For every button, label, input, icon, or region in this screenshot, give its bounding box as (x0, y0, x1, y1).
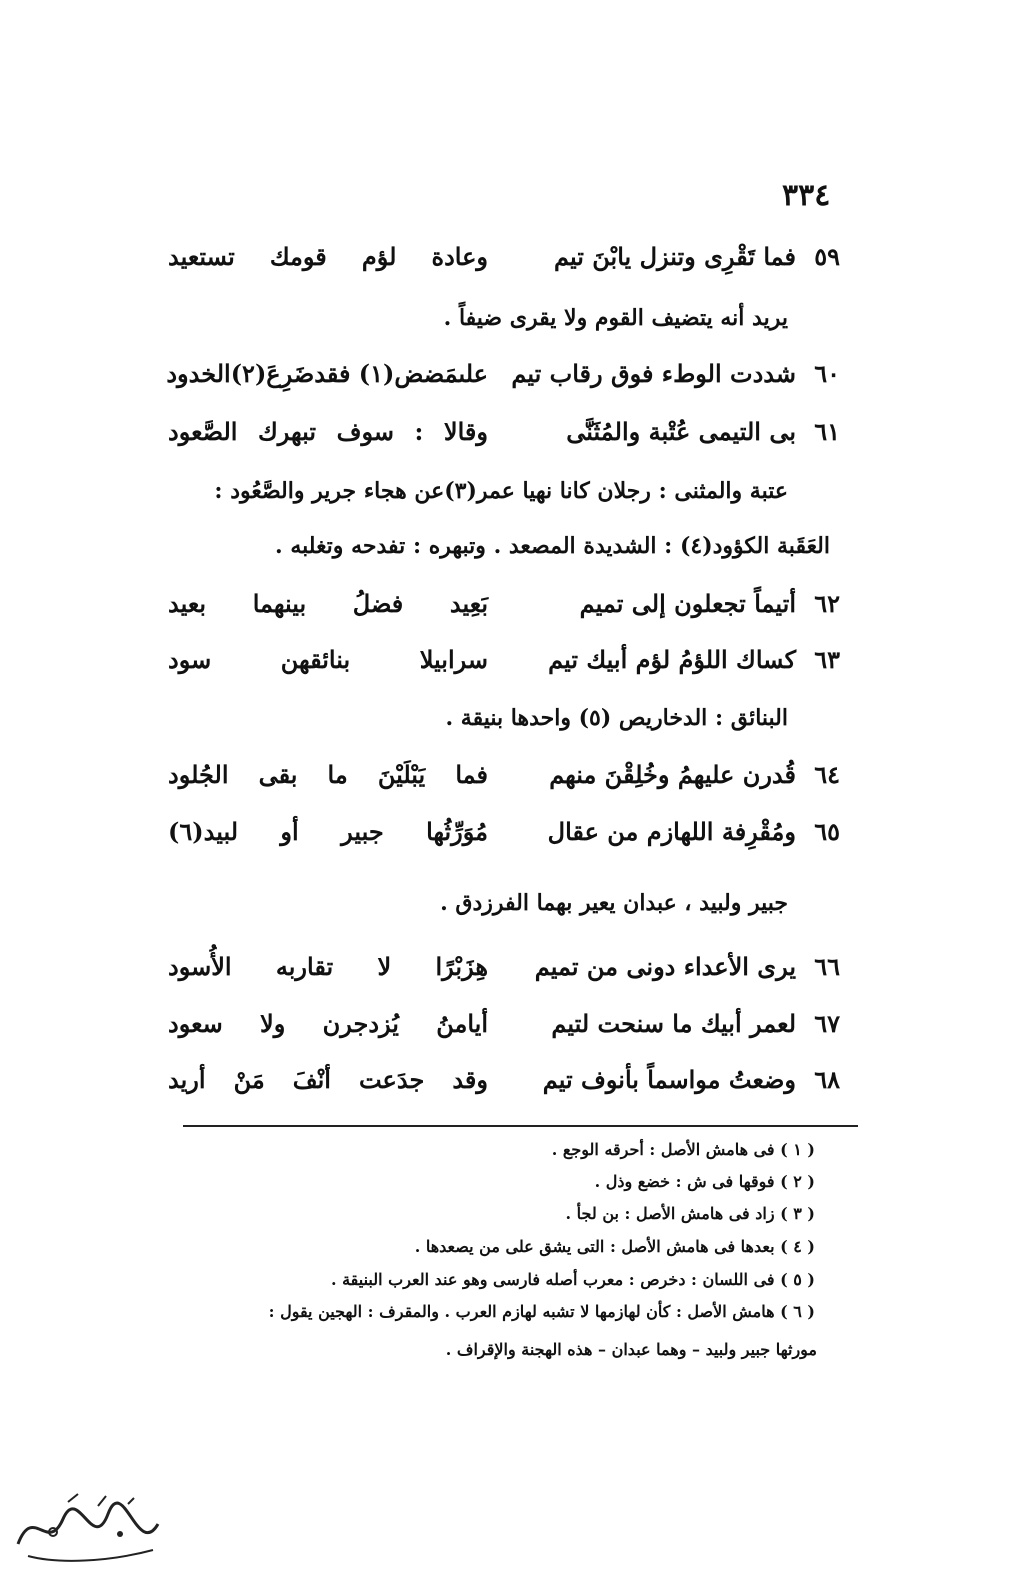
page-number: ٣٣٤ (782, 178, 831, 213)
verse-second-hemistich: أيامنُ يُزدجرن ولا سعود (168, 1009, 488, 1038)
verse-number: ٦٠ (814, 359, 840, 388)
footnote: ( ٢ ) فوقها فى ش : خضع وذل . (594, 1172, 815, 1191)
verse-second-hemistich: سرابيلا بنائقهن سود (168, 645, 488, 674)
verse-number: ٦٨ (814, 1065, 840, 1094)
footnote: ( ٦ ) هامش الأصل : كأن لهازمها لا تشبه لهازم العرب . والمقرف : الهجين يقول : (268, 1302, 815, 1321)
commentary-text: عتبة والمثنى : رجلان كانا نهيا عمر(٣)عن هجاء جرير والصَّعُود : (214, 478, 788, 504)
verse-number: ٦٧ (814, 1009, 840, 1038)
verse-second-hemistich: بَعِيد فضلُ بينهما بعيد (168, 589, 488, 618)
verse-second-hemistich: هِزَبْرًا لا تقاربه الأُسود (168, 952, 488, 981)
verse-number: ٥٩ (814, 242, 840, 271)
footnote: مورثها جبير ولبيد – وهما عبدان – هذه الهجنة والإقراف . (445, 1340, 817, 1359)
verse-first-hemistich: بى التيمى عُتْبة والمُثَنَّى (566, 417, 796, 446)
calligraphy-stamp-logo (8, 1484, 168, 1574)
commentary-text: جبير ولبيد ، عبدان يعير بهما الفرزدق . (440, 890, 788, 916)
verse-second-hemistich: وقد جدَعت أنْفَ مَنْ أريد (168, 1065, 488, 1094)
verse-number: ٦٦ (814, 952, 840, 981)
commentary-text: يريد أنه يتضيف القوم ولا يقرى ضيفاً . (443, 305, 788, 331)
verse-first-hemistich: فما تَقْرِى وتنزل يابْنَ تيم (554, 242, 796, 271)
verse-first-hemistich: وضعتُ مواسماً بأنوف تيم (542, 1065, 796, 1094)
verse-first-hemistich: شددت الوطء فوق رقاب تيم (511, 359, 796, 388)
verse-second-hemistich: وقالا : سوف تبهرك الصَّعود (168, 417, 488, 446)
footnote: ( ٥ ) فى اللسان : دخرص : معرب أصله فارسى وهو عند العرب البنيقة . (330, 1270, 815, 1289)
verse-number: ٦٢ (814, 589, 840, 618)
verse-second-hemistich: علىمَضض(١) فقدضَرِعَ(٢)الخدود (166, 359, 488, 388)
commentary-text: العَقَبة الكؤود(٤) : الشديدة المصعد . وتبهره : تفدحه وتغلبه . (275, 533, 830, 559)
verse-number: ٦١ (814, 417, 840, 446)
footnote-divider (183, 1125, 858, 1127)
verse-second-hemistich: مُوَرِّثُها جبير أو لبيد(٦) (168, 817, 488, 846)
verse-number: ٦٤ (814, 760, 840, 789)
verse-number: ٦٣ (814, 645, 840, 674)
commentary-text: البنائق : الدخاريص (٥) واحدها بنيقة . (445, 705, 788, 731)
verse-first-hemistich: كساك اللؤمُ لؤم أبيك تيم (548, 645, 796, 674)
verse-first-hemistich: يرى الأعداء دونى من تميم (534, 952, 796, 981)
verse-first-hemistich: ومُقْرِفة اللهازم من عقال (547, 817, 796, 846)
verse-first-hemistich: لعمر أبيك ما سنحت لتيم (551, 1009, 796, 1038)
footnote: ( ٣ ) زاد فى هامش الأصل : بن لجأ . (565, 1204, 815, 1223)
verse-first-hemistich: أتيماً تجعلون إلى تميم (579, 589, 796, 618)
footnote: ( ٤ ) بعدها فى هامش الأصل : التى يشق على من يصعدها . (414, 1237, 815, 1256)
verse-number: ٦٥ (814, 817, 840, 846)
footnote: ( ١ ) فى هامش الأصل : أحرقه الوجع . (551, 1140, 815, 1159)
verse-second-hemistich: وعادة لؤم قومك تستعيد (168, 242, 488, 271)
verse-second-hemistich: فما يَبْلَيْنَ ما بقى الجُلود (168, 760, 488, 789)
verse-first-hemistich: قُدرن عليهمُ وخُلِقْنَ منهم (549, 760, 796, 789)
